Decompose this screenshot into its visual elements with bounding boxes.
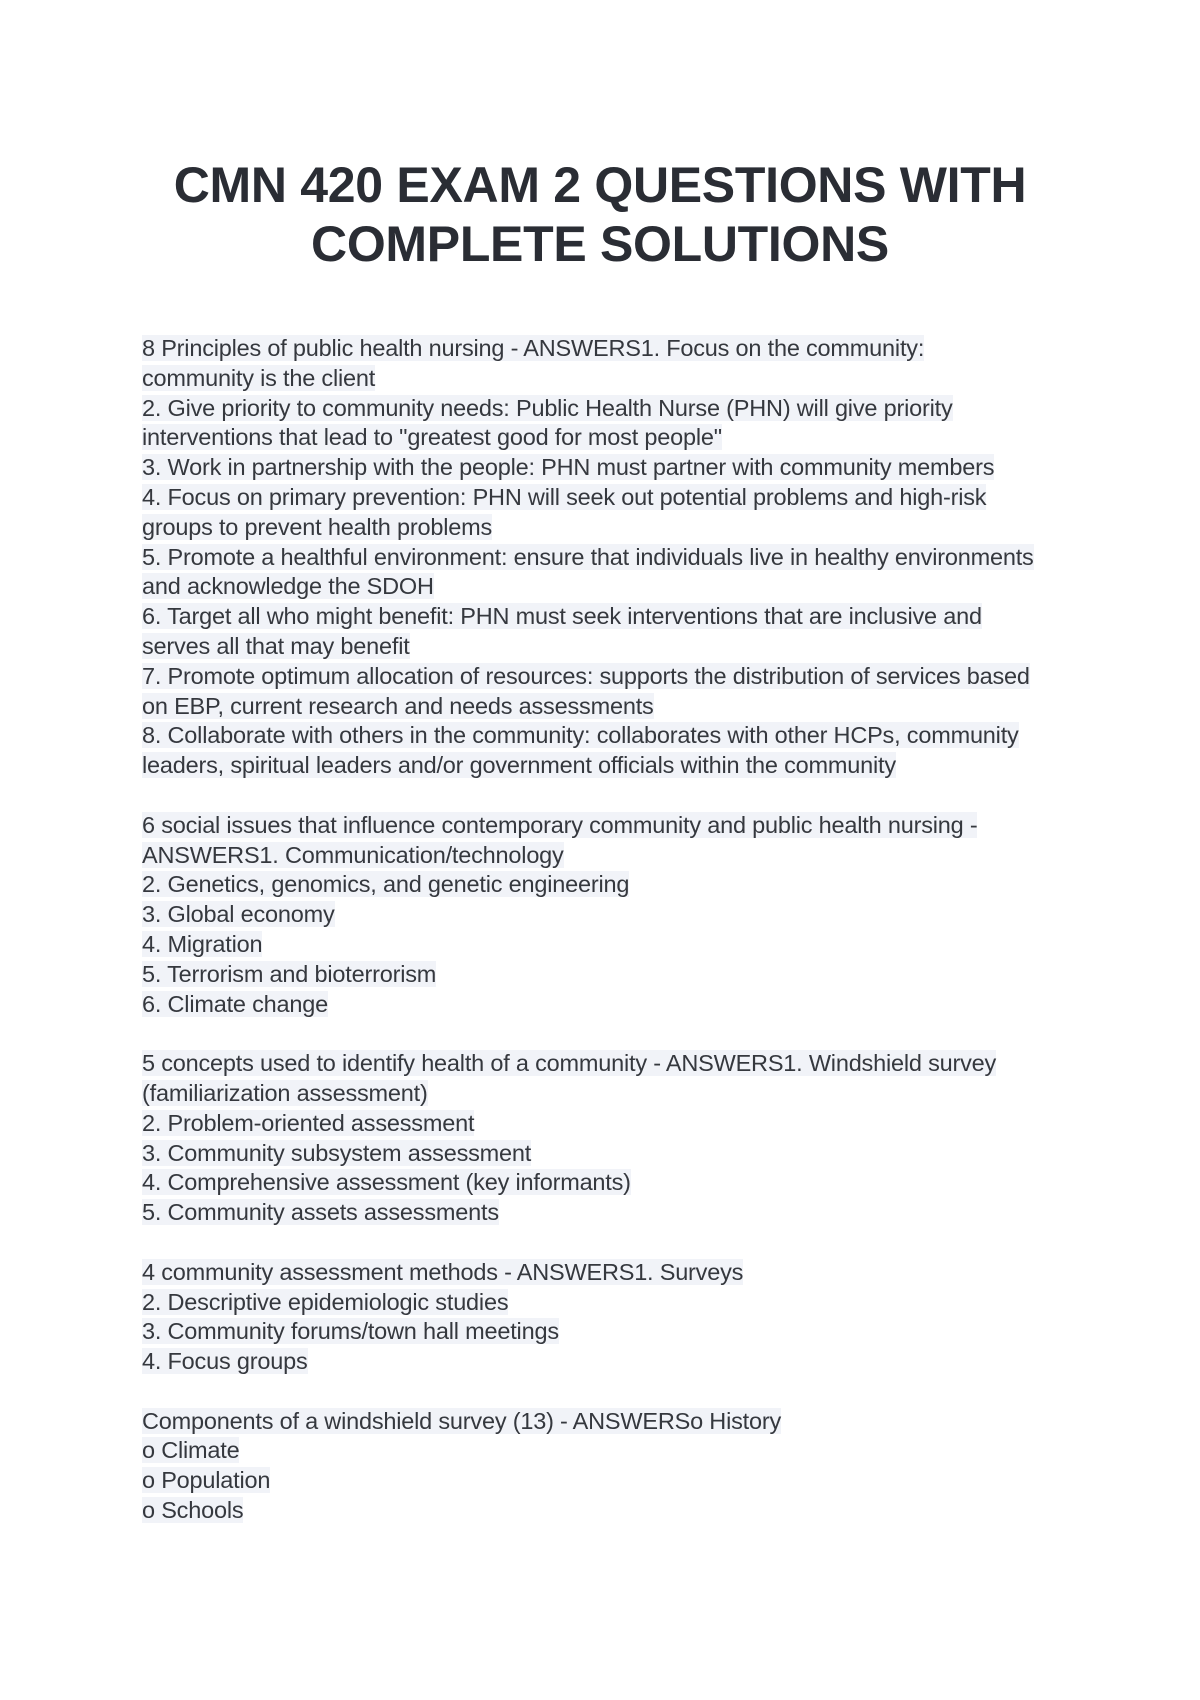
text-line: 4 community assessment methods - ANSWERS1. Surveys [142,1258,744,1285]
text-line: ANSWERS1. Communication/technology [142,841,564,868]
text-line: groups to prevent health problems [142,513,493,540]
text-line: 4. Focus on primary prevention: PHN will seek out potential problems and high-risk [142,483,987,510]
title-line: COMPLETE SOLUTIONS [311,216,889,272]
text-line: on EBP, current research and needs assessments [142,692,654,719]
text-line: o Climate [142,1437,240,1464]
text-line: (familiarization assessment) [142,1079,428,1106]
qa-block-social-issues [142,811,1072,1020]
text-line: 3. Community subsystem assessment [142,1139,532,1166]
qa-block-health-concepts [142,1049,1072,1228]
text-line: interventions that lead to "greatest good for most people" [142,424,722,451]
text-line: and acknowledge the SDOH [142,573,434,600]
text-line: 2. Give priority to community needs: Public Health Nurse (PHN) will give priority [142,394,953,421]
text-line: 4. Migration [142,930,263,957]
text-line: serves all that may benefit [142,632,410,659]
text-line: Components of a windshield survey (13) - ANSWERSo History [142,1407,782,1434]
text-line: 6. Target all who might benefit: PHN must seek interventions that are inclusive and [142,603,982,630]
text-line: 5. Promote a healthful environment: ensure that individuals live in healthy environments [142,543,1034,570]
text-line: 8. Collaborate with others in the community: collaborates with other HCPs, community [142,722,1019,749]
text-line: 5 concepts used to identify health of a community - ANSWERS1. Windshield survey [142,1050,997,1077]
text-line: 4. Comprehensive assessment (key informants) [142,1169,631,1196]
text-line: 3. Community forums/town hall meetings [142,1318,559,1345]
qa-block-windshield-survey [142,1407,1072,1526]
text-line: 4. Focus groups [142,1348,308,1375]
text-line: 3. Work in partnership with the people: PHN must partner with community members [142,454,995,481]
qa-block-assessment-methods [142,1258,1072,1377]
text-line: 2. Genetics, genomics, and genetic engineering [142,871,630,898]
text-line: 2. Problem-oriented assessment [142,1109,475,1136]
qa-block-principles [142,334,1072,781]
title-line: CMN 420 EXAM 2 QUESTIONS WITH [173,157,1027,213]
text-line: 6. Climate change [142,990,329,1017]
text-line: o Schools [142,1497,244,1524]
document-title [100,156,1100,274]
text-line: leaders, spiritual leaders and/or government officials within the community [142,752,896,779]
text-line: 5. Community assets assessments [142,1199,499,1226]
text-line: 7. Promote optimum allocation of resources: supports the distribution of services based [142,662,1030,689]
text-line: 5. Terrorism and bioterrorism [142,960,437,987]
text-line: community is the client [142,364,376,391]
document-body [142,334,1072,1526]
text-line: 6 social issues that influence contemporary community and public health nursing - [142,811,978,838]
text-line: 2. Descriptive epidemiologic studies [142,1288,509,1315]
text-line: o Population [142,1467,271,1494]
text-line: 8 Principles of public health nursing - ANSWERS1. Focus on the community: [142,335,925,361]
text-line: 3. Global economy [142,901,335,928]
